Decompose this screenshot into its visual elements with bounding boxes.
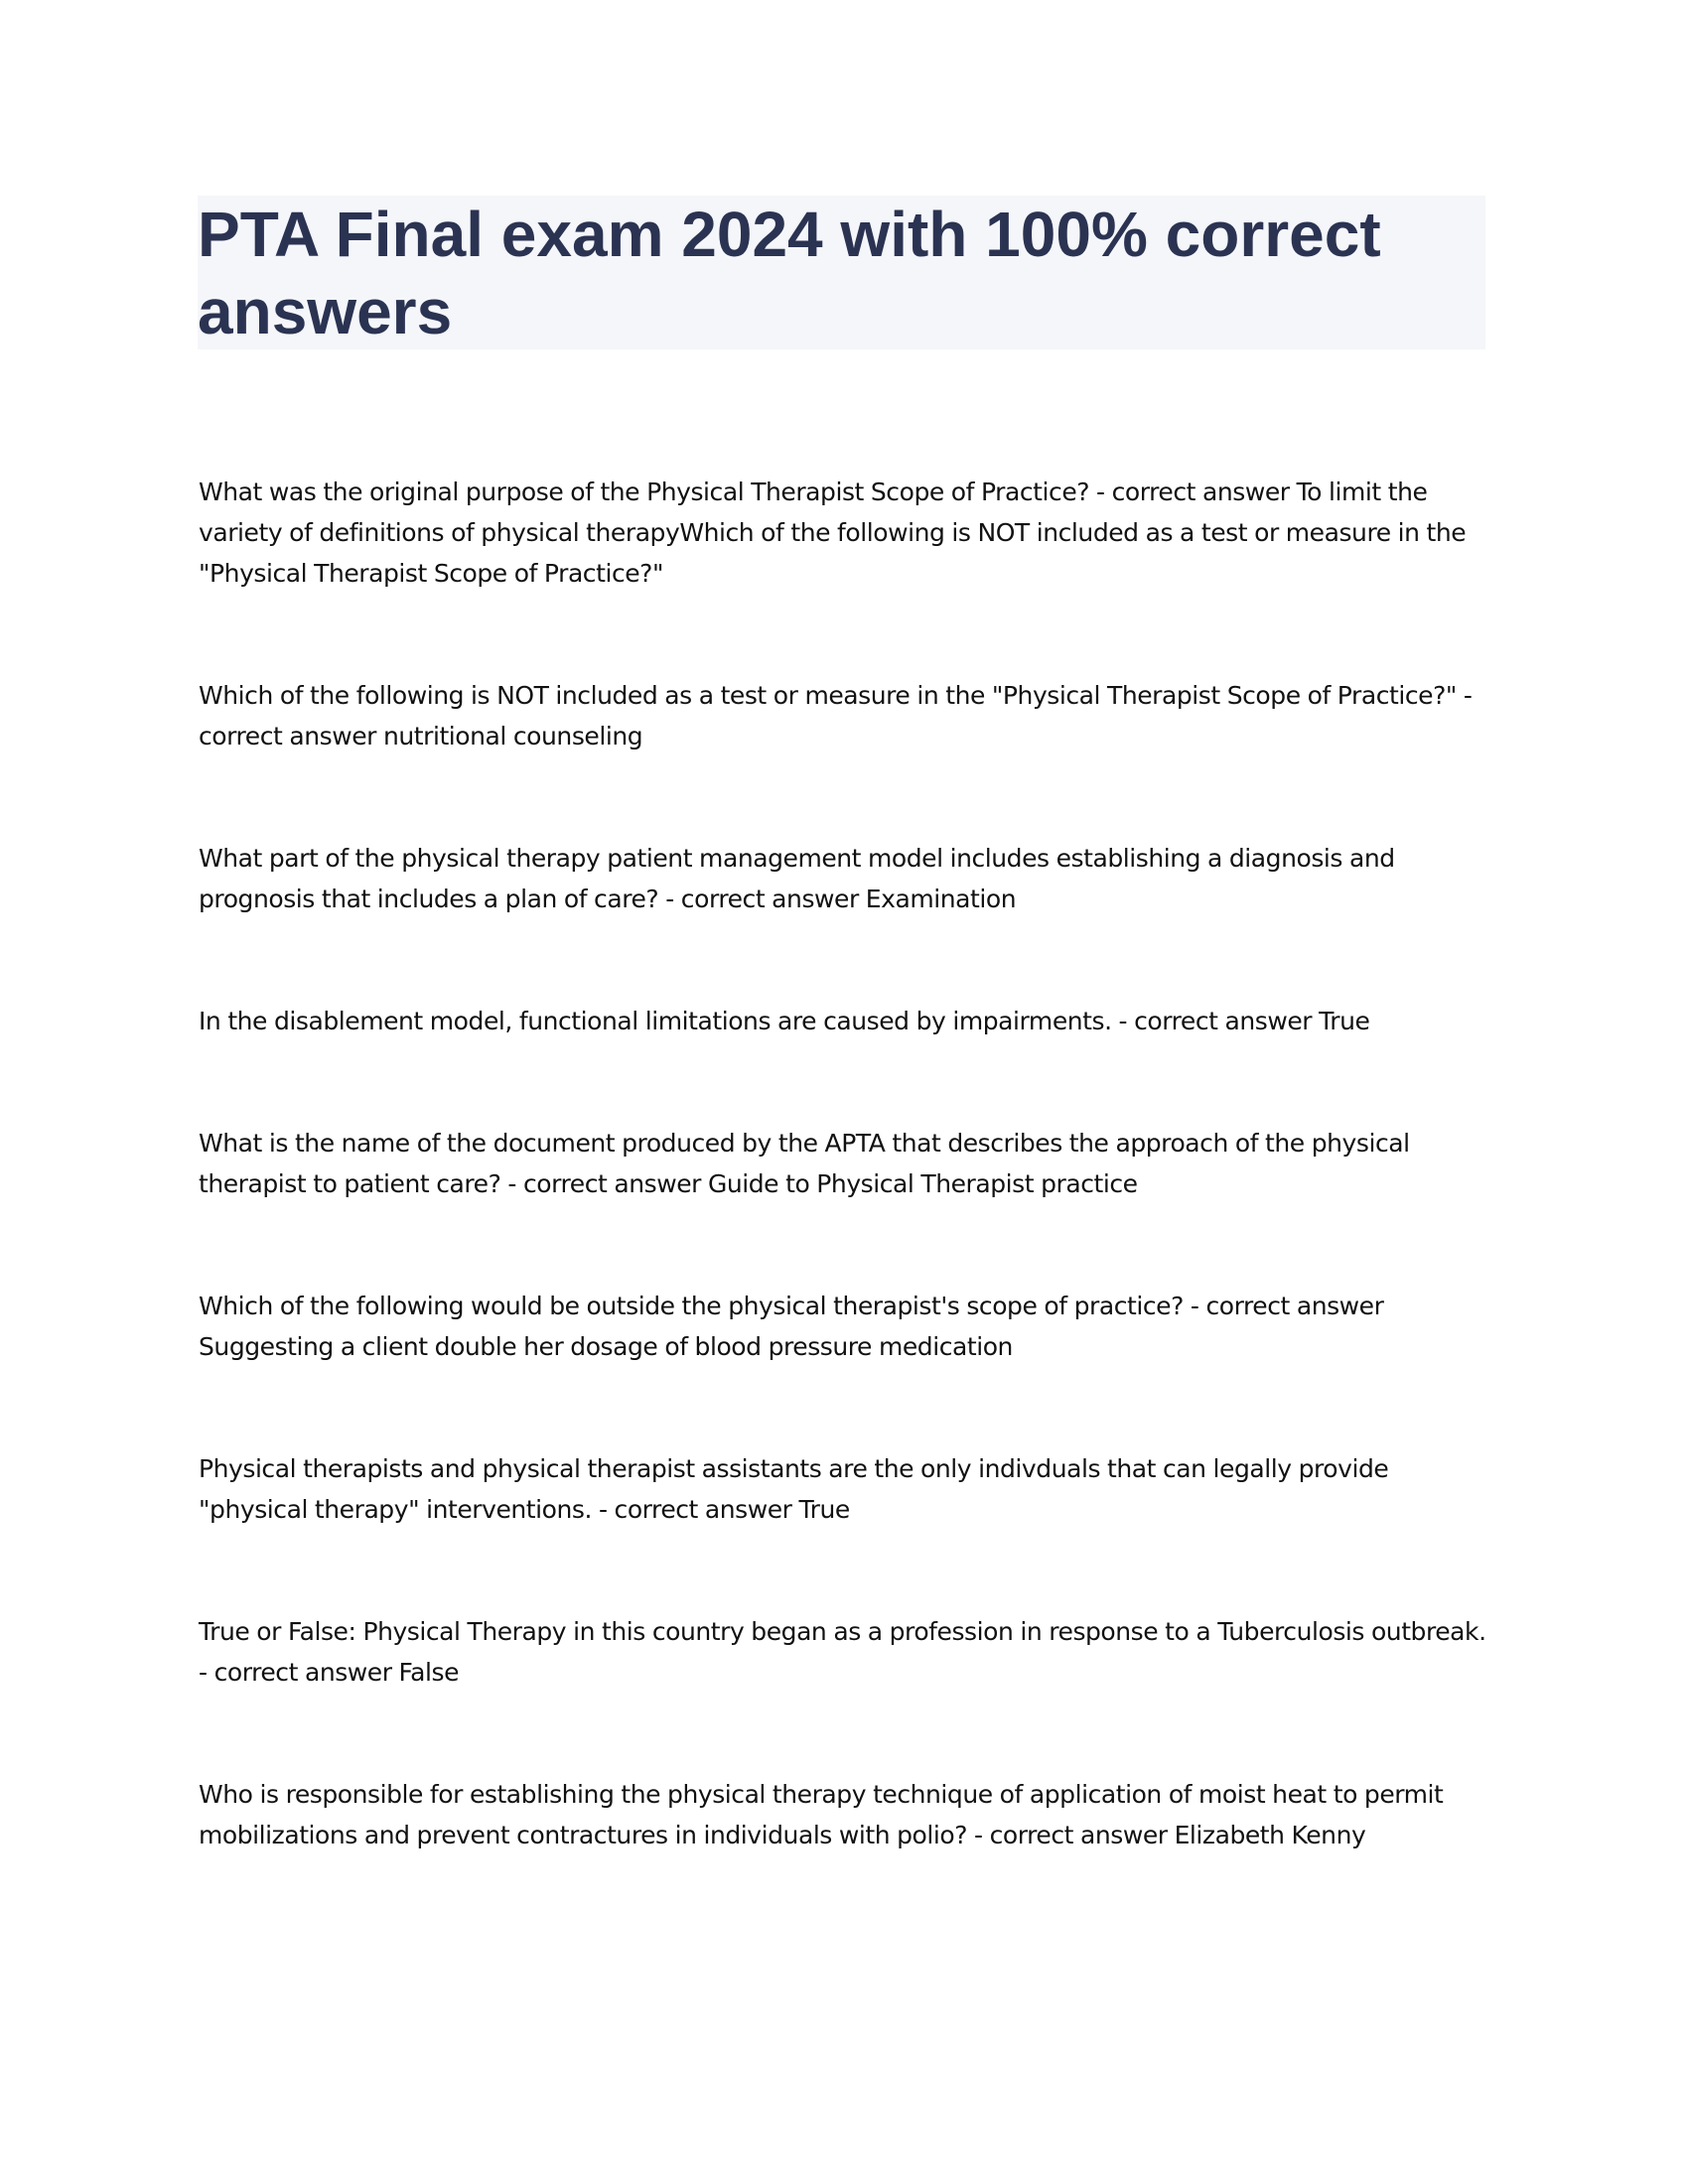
title-block: [198, 196, 1485, 349]
qa-item: What was the original purpose of the Physical Therapist Scope of Practice? - correct answer To limit the variety of definitions of physical therapyWhich of the following is NOT included as a test or measure in the "Physical Therapist Scope of Practice?": [199, 478, 1467, 588]
document-title: PTA Final exam 2024 with 100% correct answers: [198, 199, 1381, 347]
qa-item: Who is responsible for establishing the physical therapy technique of application of moist heat to permit mobilizations and prevent contractures in individuals with polio? - correct answer Elizabeth Kenny: [199, 1780, 1444, 1849]
qa-item: True or False: Physical Therapy in this country began as a profession in response to a Tuberculosis outbreak. - correct answer False: [199, 1617, 1486, 1687]
qa-item: What is the name of the document produced by the APTA that describes the approach of the physical therapist to patient care? - correct answer Guide to Physical Therapist practice: [199, 1129, 1410, 1198]
qa-item: Which of the following is NOT included as a test or measure in the "Physical Therapist Scope of Practice?" - correct answer nutritional counseling: [199, 681, 1473, 751]
qa-list: [199, 472, 1499, 1855]
qa-item: Which of the following would be outside the physical therapist's scope of practice? - correct answer Suggesting a client double her dosage of blood pressure medication: [199, 1292, 1384, 1361]
qa-item: Physical therapists and physical therapist assistants are the only indivduals that can legally provide "physical therapy" interventions. - correct answer True: [199, 1454, 1389, 1524]
qa-item: In the disablement model, functional limitations are caused by impairments. - correct answer True: [199, 1007, 1370, 1035]
qa-item: What part of the physical therapy patient management model includes establishing a diagnosis and prognosis that includes a plan of care? - correct answer Examination: [199, 844, 1395, 913]
